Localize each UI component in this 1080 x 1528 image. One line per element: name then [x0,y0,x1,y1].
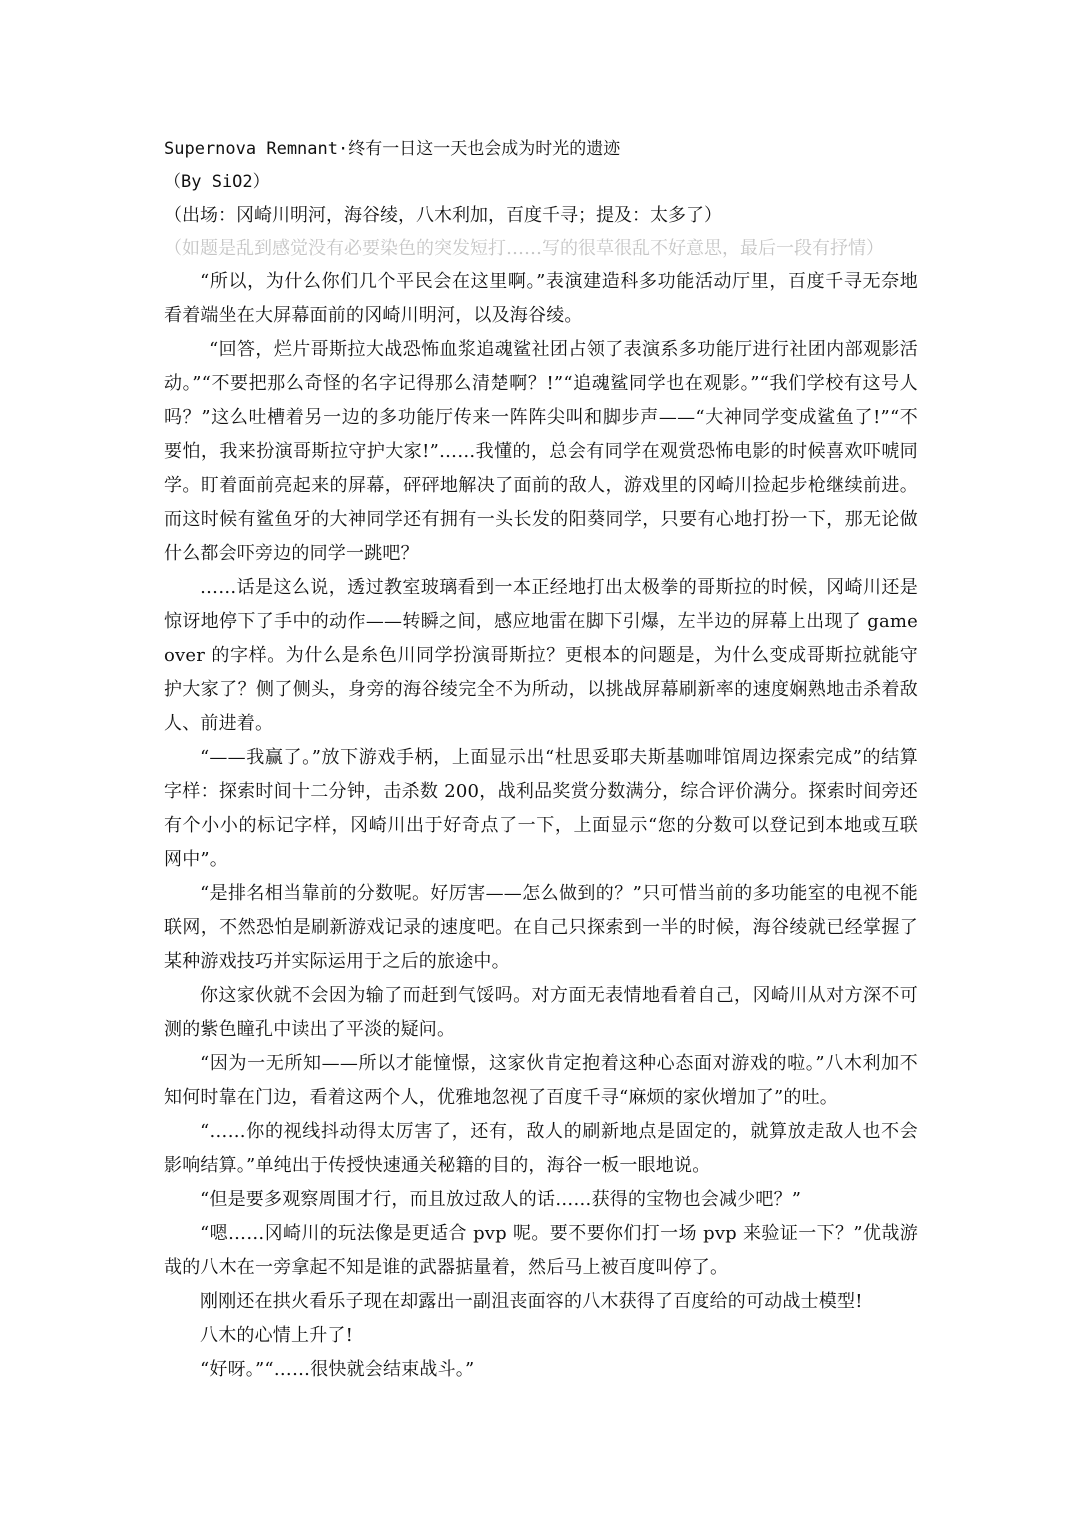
paragraph: “……你的视线抖动得太厉害了，还有，敌人的刷新地点是固定的，就算放走敌人也不会影响结算。”单纯出于传授快速通关秘籍的目的，海谷一板一眼地说。 [164,1121,918,1176]
author-line: （By SiO2） [164,172,270,192]
paragraph: ……话是这么说，透过教室玻璃看到一本正经地打出太极拳的哥斯拉的时候，冈崎川还是惊讶地停下了手中的动作——转瞬之间，感应地雷在脚下引爆，左半边的屏幕上出现了 game over 的字样。为什么是糸色川同学扮演哥斯拉？更根本的问题是，为什么变成哥斯拉就能守护大家了？侧了侧头，身旁的海谷绫完全不为所动，以挑战屏幕刷新率的速度娴熟地击杀着敌人、前进着。 [164,577,918,734]
paragraph: 八木的心情上升了! [200,1325,354,1346]
paragraph: “因为一无所知——所以才能憧憬，这家伙肯定抱着这种心态面对游戏的啦。”八木利加不知何时靠在门边，看着这两个人，优雅地忽视了百度千寻“麻烦的家伙增加了”的吐。 [164,1053,918,1108]
paragraph: “好呀。”“……很快就会结束战斗。” [200,1359,475,1380]
cast-line: （出场：冈崎川明河，海谷绫，八木利加，百度千寻；提及：太多了） [164,205,722,226]
paragraph: “是排名相当靠前的分数呢。好厉害——怎么做到的？”只可惜当前的多功能室的电视不能联网，不然恐怕是刷新游戏记录的速度吧。在自己只探索到一半的时候，海谷绫就已经掌握了某种游戏技巧并实际运用于之后的旅途中。 [164,883,918,972]
paragraph: 你这家伙就不会因为输了而赶到气馁吗。对方面无表情地看着自己，冈崎川从对方深不可测的紫色瞳孔中读出了平淡的疑问。 [164,985,918,1040]
document-title: Supernova Remnant·终有一日这一天也会成为时光的遗迹 [164,139,621,159]
author-note: （如题是乱到感觉没有必要染色的突发短打……写的很草很乱不好意思，最后一段有抒情） [164,238,884,259]
paragraph: 刚刚还在拱火看乐子现在却露出一副沮丧面容的八木获得了百度给的可动战士模型! [200,1291,863,1312]
paragraph: “——我赢了。”放下游戏手柄，上面显示出“杜思妥耶夫斯基咖啡馆周边探索完成”的结算字样：探索时间十二分钟，击杀数 200，战利品奖赏分数满分，综合评价满分。探索时间旁还有个小小的标记字样，冈崎川出于好奇点了一下，上面显示“您的分数可以登记到本地或互联网中”。 [164,747,918,870]
document-page [164,133,918,1387]
paragraph: “但是要多观察周围才行，而且放过敌人的话……获得的宝物也会减少吧？” [200,1189,802,1210]
paragraph: “所以，为什么你们几个平民会在这里啊。”表演建造科多功能活动厅里，百度千寻无奈地看着端坐在大屏幕面前的冈崎川明河，以及海谷绫。 [164,271,918,326]
paragraph: “嗯……冈崎川的玩法像是更适合 pvp 呢。要不要你们打一场 pvp 来验证一下？”优哉游哉的八木在一旁拿起不知是谁的武器掂量着，然后马上被百度叫停了。 [164,1223,918,1278]
paragraph: “回答，烂片哥斯拉大战恐怖血浆追魂鲨社团占领了表演系多功能厅进行社团内部观影活动。”“不要把那么奇怪的名字记得那么清楚啊？!”“追魂鲨同学也在观影。”“我们学校有这号人吗？”这么吐槽着另一边的多功能厅传来一阵阵尖叫和脚步声——“大神同学变成鲨鱼了!”“不要怕，我来扮演哥斯拉守护大家!”……我懂的，总会有同学在观赏恐怖电影的时候喜欢吓唬同学。盯着面前亮起来的屏幕，砰砰地解决了面前的敌人，游戏里的冈崎川捡起步枪继续前进。而这时候有鲨鱼牙的大神同学还有拥有一头长发的阳葵同学，只要有心地打扮一下，那无论做什么都会吓旁边的同学一跳吧？ [164,339,918,564]
